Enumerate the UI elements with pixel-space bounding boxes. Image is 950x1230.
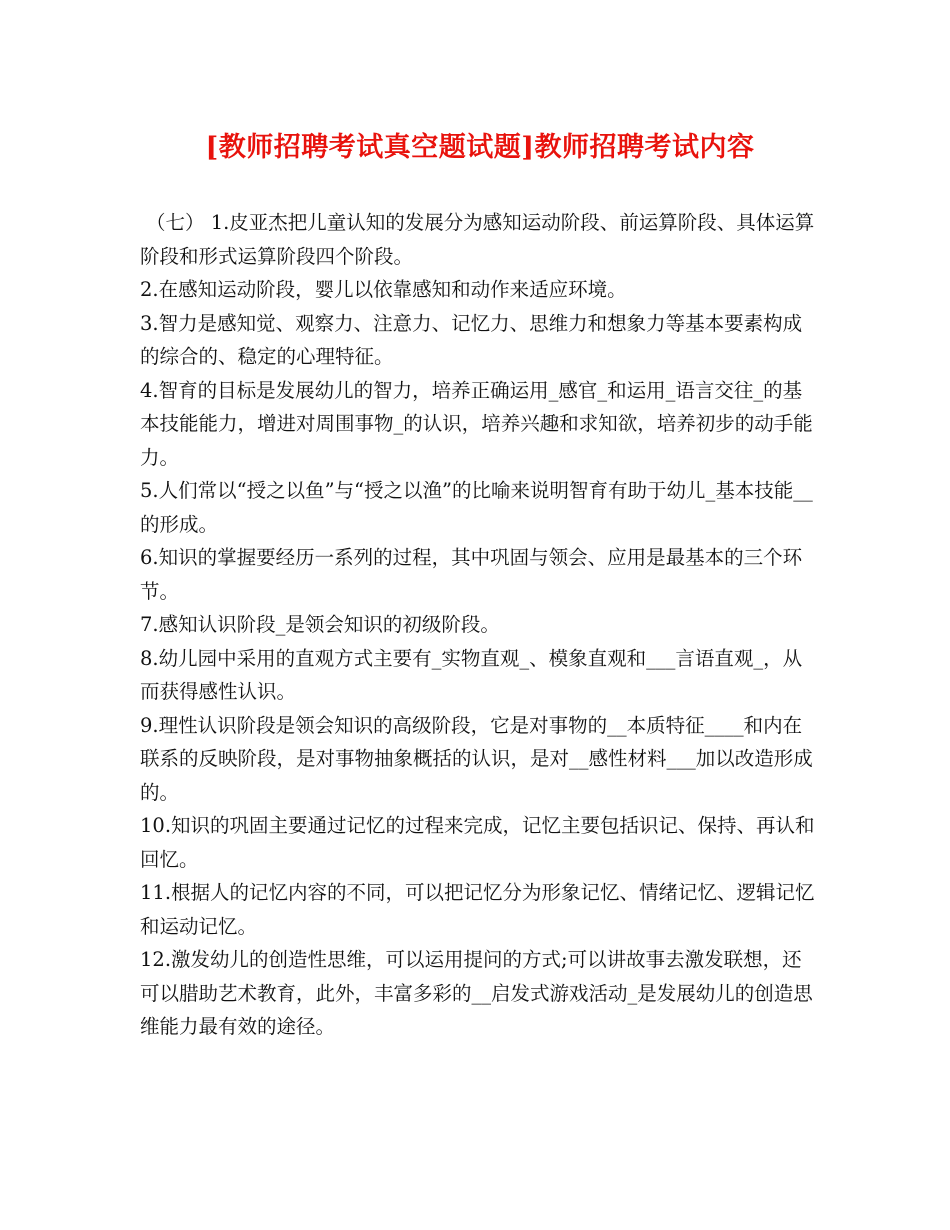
paragraph-12: 12.激发幼儿的创造性思维，可以运用提问的方式;可以讲故事去激发联想，还可以腊助艺术教育，此外，丰富多彩的__启发式游戏活动_是发展幼儿的创造思维能力最有效的途径。 (140, 948, 813, 1038)
paragraph-11: 11.根据人的记忆内容的不同，可以把记忆分为形象记忆、情绪记忆、逻辑记忆和运动记忆。 (140, 881, 815, 938)
paragraph-9: 9.理性认识阶段是领会知识的高级阶段，它是对事物的__本质特征____和内在联系的反映阶段，是对事物抽象概括的认识，是对__感性材料___加以改造形成的。 (140, 713, 813, 804)
paragraph-8: 8.幼儿园中采用的直观方式主要有_实物直观_、模象直观和___言语直观_，从而获得感性认识。 (140, 646, 803, 703)
paragraph-2: 2.在感知运动阶段，婴儿以依靠感知和动作来适应环境。 (140, 278, 627, 301)
document-body (140, 206, 820, 1044)
paragraph-3: 3.智力是感知觉、观察力、注意力、记忆力、思维力和想象力等基本要素构成的综合的、稳定的心理特征。 (140, 311, 803, 368)
paragraph-7: 7.感知认识阶段_是领会知识的初级阶段。 (140, 613, 500, 636)
document-title: [教师招聘考试真空题试题]教师招聘考试内容 (205, 132, 755, 163)
paragraph-4: 4.智育的目标是发展幼儿的智力，培养正确运用_感官_和运用_语言交往_的基本技能能力，增进对周围事物_的认识，培养兴趣和求知欲，培养初步的动手能力。 (140, 378, 813, 469)
paragraph-10: 10.知识的巩固主要通过记忆的过程来完成，记忆主要包括识记、保持、再认和回忆。 (140, 814, 815, 871)
paragraph-6: 6.知识的掌握要经历一系列的过程，其中巩固与领会、应用是最基本的三个环节。 (140, 546, 803, 603)
paragraph-5: 5.人们常以“授之以鱼”与“授之以渔”的比喻来说明智育有助于幼儿_基本技能__的形成。 (140, 479, 813, 536)
paragraph-1: （七） 1.皮亚杰把儿童认知的发展分为感知运动阶段、前运算阶段、具体运算阶段和形式运算阶段四个阶段。 (140, 211, 815, 268)
